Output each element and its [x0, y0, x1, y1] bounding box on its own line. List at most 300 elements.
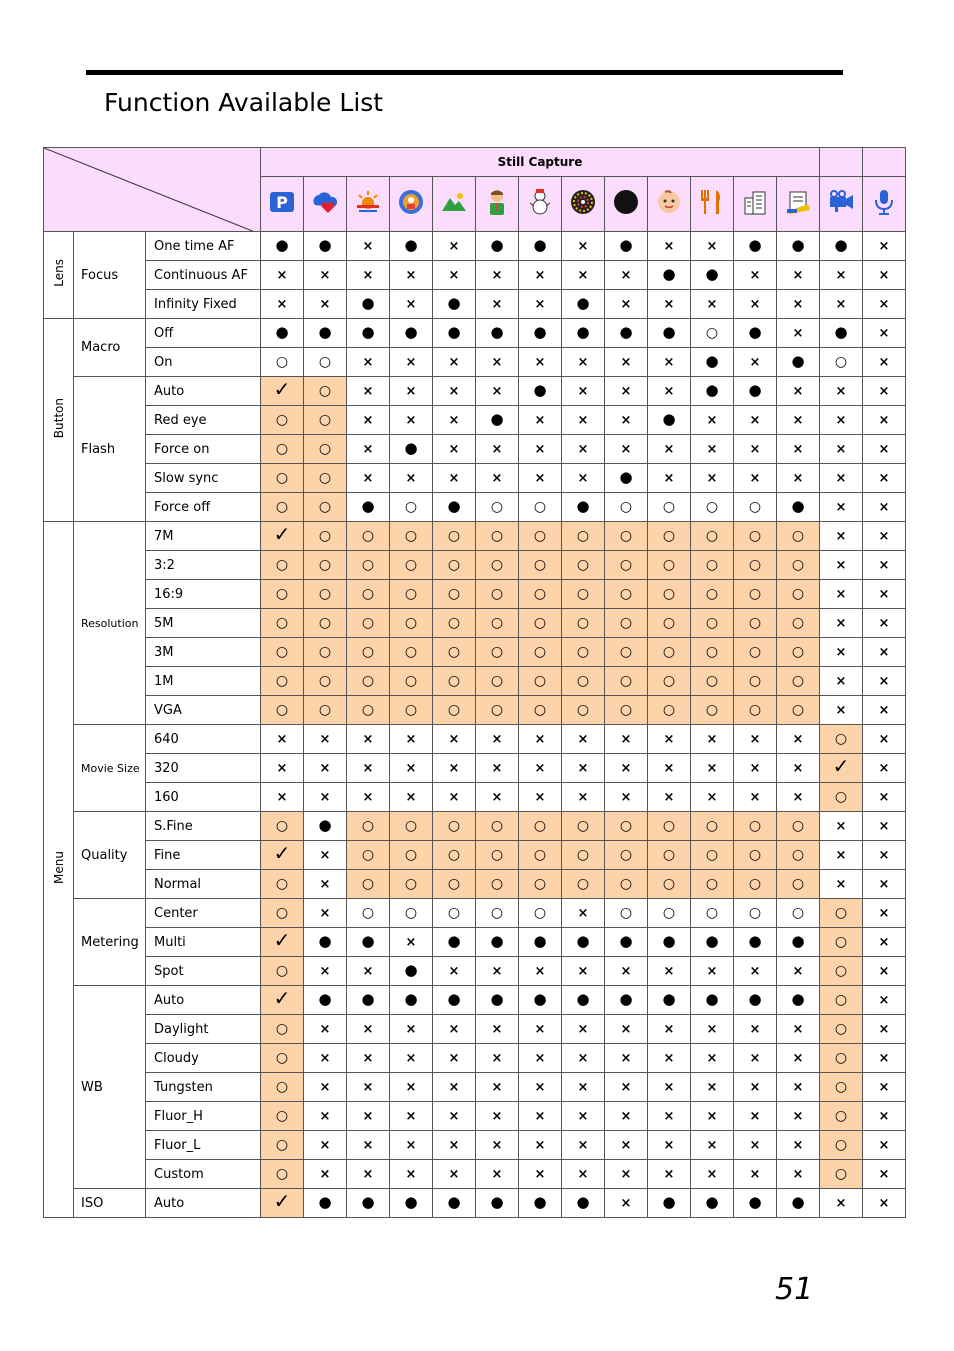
- unavailable-mark: ×: [491, 1050, 503, 1066]
- value-cell: [304, 957, 347, 986]
- value-cell: [777, 522, 820, 551]
- unavailable-mark: ×: [878, 644, 890, 660]
- default-mark: ✓: [273, 986, 291, 1010]
- selectable-mark: ○: [662, 585, 676, 602]
- unavailable-mark: ×: [319, 789, 331, 805]
- unavailable-mark: ×: [706, 1166, 718, 1182]
- table-row: [44, 551, 906, 580]
- selectable-mark: ○: [705, 846, 719, 863]
- unavailable-mark: ×: [878, 557, 890, 573]
- selectable-mark: ○: [791, 585, 805, 602]
- building-mode-icon: [734, 177, 777, 232]
- value-cell: [648, 261, 691, 290]
- value-cell: [390, 1131, 433, 1160]
- unavailable-mark: ×: [792, 1050, 804, 1066]
- unavailable-mark: ×: [577, 1166, 589, 1182]
- value-cell: [820, 522, 863, 551]
- value-cell: [390, 464, 433, 493]
- selectable-mark: ○: [791, 701, 805, 718]
- value-cell: [863, 986, 906, 1015]
- value-cell: [863, 261, 906, 290]
- selectable-mark: ○: [834, 730, 848, 747]
- value-cell: [304, 261, 347, 290]
- option-label: Force off: [146, 493, 261, 522]
- value-cell: [605, 783, 648, 812]
- supported-mark: ●: [619, 990, 633, 1008]
- value-cell: [304, 928, 347, 957]
- selectable-mark: ○: [275, 1049, 289, 1066]
- value-cell: [261, 841, 304, 870]
- value-cell: [648, 1131, 691, 1160]
- value-cell: [390, 899, 433, 928]
- value-cell: [605, 841, 648, 870]
- selectable-mark: ○: [361, 614, 375, 631]
- unavailable-mark: ×: [491, 1079, 503, 1095]
- unavailable-mark: ×: [534, 1166, 546, 1182]
- value-cell: [863, 232, 906, 261]
- value-cell: [304, 1131, 347, 1160]
- unavailable-mark: ×: [706, 470, 718, 486]
- selectable-mark: ○: [576, 614, 590, 631]
- value-cell: [261, 812, 304, 841]
- unavailable-mark: ×: [878, 238, 890, 254]
- unavailable-mark: ×: [534, 296, 546, 312]
- unavailable-mark: ×: [491, 383, 503, 399]
- value-cell: [820, 696, 863, 725]
- value-cell: [562, 986, 605, 1015]
- value-cell: [648, 783, 691, 812]
- selectable-mark: ○: [490, 672, 504, 689]
- value-cell: [562, 725, 605, 754]
- selectable-mark: ○: [662, 672, 676, 689]
- table-row: [44, 957, 906, 986]
- heart-mode-icon: [304, 177, 347, 232]
- value-cell: [863, 435, 906, 464]
- value-cell: [820, 1102, 863, 1131]
- value-cell: [562, 754, 605, 783]
- unavailable-mark: ×: [878, 847, 890, 863]
- unavailable-mark: ×: [620, 760, 632, 776]
- value-cell: [777, 696, 820, 725]
- value-cell: [734, 986, 777, 1015]
- unavailable-mark: ×: [792, 731, 804, 747]
- value-cell: [734, 232, 777, 261]
- value-cell: [347, 1044, 390, 1073]
- value-cell: [605, 319, 648, 348]
- value-cell: [261, 377, 304, 406]
- unavailable-mark: ×: [878, 412, 890, 428]
- selectable-mark: ○: [404, 585, 418, 602]
- value-cell: [777, 1044, 820, 1073]
- unavailable-mark: ×: [792, 1079, 804, 1095]
- supported-mark: ●: [275, 236, 289, 254]
- value-cell: [734, 957, 777, 986]
- value-cell: [390, 841, 433, 870]
- selectable-mark: ○: [361, 817, 375, 834]
- value-cell: [347, 957, 390, 986]
- supported-mark: ●: [318, 323, 332, 341]
- value-cell: [347, 1015, 390, 1044]
- value-cell: [433, 1073, 476, 1102]
- selectable-mark: ○: [662, 875, 676, 892]
- unavailable-mark: ×: [534, 1108, 546, 1124]
- value-cell: [820, 1189, 863, 1218]
- value-cell: [519, 580, 562, 609]
- value-cell: [605, 493, 648, 522]
- value-cell: [562, 1015, 605, 1044]
- value-cell: [562, 290, 605, 319]
- value-cell: [304, 870, 347, 899]
- value-cell: [476, 464, 519, 493]
- unavailable-mark: ×: [405, 1021, 417, 1037]
- table-row: [44, 1189, 906, 1218]
- value-cell: [304, 522, 347, 551]
- voice-mode-icon: [863, 177, 906, 232]
- value-cell: [777, 319, 820, 348]
- value-cell: [347, 638, 390, 667]
- unavailable-mark: ×: [706, 1137, 718, 1153]
- table-row: [44, 928, 906, 957]
- value-cell: [605, 812, 648, 841]
- value-cell: [261, 464, 304, 493]
- value-cell: [863, 406, 906, 435]
- value-cell: [691, 957, 734, 986]
- value-cell: [605, 522, 648, 551]
- value-cell: [605, 696, 648, 725]
- value-cell: [476, 957, 519, 986]
- option-label: Multi: [146, 928, 261, 957]
- value-cell: [863, 754, 906, 783]
- selectable-mark: ○: [533, 672, 547, 689]
- option-label: On: [146, 348, 261, 377]
- option-label: Off: [146, 319, 261, 348]
- unavailable-mark: ×: [577, 1108, 589, 1124]
- value-cell: [476, 812, 519, 841]
- unavailable-mark: ×: [319, 963, 331, 979]
- value-cell: [390, 290, 433, 319]
- value-cell: [390, 493, 433, 522]
- unavailable-mark: ×: [405, 470, 417, 486]
- selectable-mark: ○: [619, 817, 633, 834]
- value-cell: [863, 899, 906, 928]
- supported-mark: ●: [748, 932, 762, 950]
- portrait-mode-icon: [390, 177, 433, 232]
- table-row: [44, 609, 906, 638]
- selectable-mark: ○: [662, 701, 676, 718]
- value-cell: [476, 1160, 519, 1189]
- value-cell: [562, 1160, 605, 1189]
- value-cell: [648, 377, 691, 406]
- value-cell: [347, 580, 390, 609]
- option-label: Continuous AF: [146, 261, 261, 290]
- selectable-mark: ○: [791, 643, 805, 660]
- value-cell: [476, 406, 519, 435]
- selectable-mark: ○: [619, 498, 633, 515]
- option-label: Red eye: [146, 406, 261, 435]
- value-cell: [476, 725, 519, 754]
- unavailable-mark: ×: [706, 1021, 718, 1037]
- value-cell: [261, 928, 304, 957]
- value-cell: [390, 551, 433, 580]
- value-cell: [562, 609, 605, 638]
- unavailable-mark: ×: [577, 412, 589, 428]
- unavailable-mark: ×: [749, 1079, 761, 1095]
- unavailable-mark: ×: [792, 1108, 804, 1124]
- value-cell: [476, 290, 519, 319]
- unavailable-mark: ×: [534, 1050, 546, 1066]
- supported-mark: ●: [447, 990, 461, 1008]
- value-cell: [820, 841, 863, 870]
- default-mark: ✓: [273, 928, 291, 952]
- value-cell: [476, 638, 519, 667]
- unavailable-mark: ×: [620, 963, 632, 979]
- value-cell: [691, 928, 734, 957]
- value-cell: [519, 290, 562, 319]
- unavailable-mark: ×: [706, 412, 718, 428]
- unavailable-mark: ×: [577, 267, 589, 283]
- value-cell: [648, 406, 691, 435]
- value-cell: [777, 725, 820, 754]
- value-cell: [261, 1015, 304, 1044]
- value-cell: [347, 899, 390, 928]
- selectable-mark: ○: [748, 527, 762, 544]
- value-cell: [433, 406, 476, 435]
- value-cell: [863, 812, 906, 841]
- group-menu: [44, 522, 74, 1218]
- value-cell: [261, 406, 304, 435]
- value-cell: [734, 580, 777, 609]
- unavailable-mark: ×: [878, 470, 890, 486]
- value-cell: [734, 1160, 777, 1189]
- unavailable-mark: ×: [835, 1195, 847, 1211]
- selectable-mark: ○: [490, 614, 504, 631]
- value-cell: [863, 638, 906, 667]
- value-cell: [519, 551, 562, 580]
- unavailable-mark: ×: [362, 1021, 374, 1037]
- selectable-mark: ○: [490, 875, 504, 892]
- unavailable-mark: ×: [276, 760, 288, 776]
- value-cell: [820, 406, 863, 435]
- value-cell: [390, 232, 433, 261]
- selectable-mark: ○: [576, 817, 590, 834]
- value-cell: [347, 464, 390, 493]
- value-cell: [691, 1189, 734, 1218]
- value-cell: [562, 696, 605, 725]
- supported-mark: ●: [361, 497, 375, 515]
- selectable-mark: ○: [834, 1107, 848, 1124]
- unavailable-mark: ×: [620, 412, 632, 428]
- value-cell: [734, 928, 777, 957]
- group-lens-label: Lens: [51, 259, 66, 287]
- unavailable-mark: ×: [706, 1079, 718, 1095]
- value-cell: [519, 783, 562, 812]
- value-cell: [476, 493, 519, 522]
- selectable-mark: ○: [275, 817, 289, 834]
- top-rule: [86, 70, 843, 75]
- value-cell: [519, 1044, 562, 1073]
- value-cell: [476, 1044, 519, 1073]
- value-cell: [476, 609, 519, 638]
- unavailable-mark: ×: [835, 441, 847, 457]
- unavailable-mark: ×: [448, 789, 460, 805]
- unavailable-mark: ×: [835, 296, 847, 312]
- value-cell: [691, 667, 734, 696]
- value-cell: [605, 1073, 648, 1102]
- selectable-mark: ○: [834, 1136, 848, 1153]
- value-cell: [820, 493, 863, 522]
- table-row: [44, 493, 906, 522]
- value-cell: [820, 377, 863, 406]
- value-cell: [648, 551, 691, 580]
- value-cell: [304, 1015, 347, 1044]
- value-cell: [863, 609, 906, 638]
- selectable-mark: ○: [490, 585, 504, 602]
- value-cell: [863, 783, 906, 812]
- value-cell: [691, 638, 734, 667]
- unavailable-mark: ×: [878, 296, 890, 312]
- selectable-mark: ○: [705, 817, 719, 834]
- value-cell: [648, 870, 691, 899]
- unavailable-mark: ×: [878, 702, 890, 718]
- unavailable-mark: ×: [448, 1079, 460, 1095]
- selectable-mark: ○: [705, 498, 719, 515]
- subgroup-label: Macro: [74, 319, 146, 377]
- unavailable-mark: ×: [835, 615, 847, 631]
- value-cell: [304, 1044, 347, 1073]
- value-cell: [261, 609, 304, 638]
- selectable-mark: ○: [404, 527, 418, 544]
- unavailable-mark: ×: [448, 238, 460, 254]
- value-cell: [390, 783, 433, 812]
- unavailable-mark: ×: [620, 1050, 632, 1066]
- unavailable-mark: ×: [577, 470, 589, 486]
- group-button: [44, 319, 74, 522]
- selectable-mark: ○: [318, 585, 332, 602]
- unavailable-mark: ×: [878, 383, 890, 399]
- value-cell: [476, 899, 519, 928]
- selectable-mark: ○: [490, 556, 504, 573]
- value-cell: [390, 957, 433, 986]
- supported-mark: ●: [447, 932, 461, 950]
- table-row: [44, 783, 906, 812]
- supported-mark: ●: [490, 990, 504, 1008]
- default-mark: ✓: [832, 754, 850, 778]
- supported-mark: ●: [490, 323, 504, 341]
- option-label: Daylight: [146, 1015, 261, 1044]
- value-cell: [777, 841, 820, 870]
- value-cell: [261, 551, 304, 580]
- selectable-mark: ○: [748, 672, 762, 689]
- unavailable-mark: ×: [878, 1079, 890, 1095]
- value-cell: [261, 1131, 304, 1160]
- selectable-mark: ○: [361, 556, 375, 573]
- value-cell: [519, 986, 562, 1015]
- value-cell: [734, 464, 777, 493]
- value-cell: [261, 580, 304, 609]
- selectable-mark: ○: [275, 498, 289, 515]
- value-cell: [347, 261, 390, 290]
- value-cell: [863, 957, 906, 986]
- value-cell: [433, 1044, 476, 1073]
- unavailable-mark: ×: [534, 354, 546, 370]
- selectable-mark: ○: [533, 643, 547, 660]
- value-cell: [304, 435, 347, 464]
- value-cell: [777, 1073, 820, 1102]
- value-cell: [519, 812, 562, 841]
- selectable-mark: ○: [834, 933, 848, 950]
- selectable-mark: ○: [533, 527, 547, 544]
- value-cell: [820, 1160, 863, 1189]
- value-cell: [519, 348, 562, 377]
- unavailable-mark: ×: [319, 1166, 331, 1182]
- selectable-mark: ○: [533, 846, 547, 863]
- value-cell: [304, 667, 347, 696]
- value-cell: [605, 957, 648, 986]
- value-cell: [562, 261, 605, 290]
- value-cell: [734, 1131, 777, 1160]
- value-cell: [519, 435, 562, 464]
- value-cell: [820, 464, 863, 493]
- value-cell: [648, 1073, 691, 1102]
- unavailable-mark: ×: [491, 760, 503, 776]
- selectable-mark: ○: [361, 585, 375, 602]
- value-cell: [347, 754, 390, 783]
- unavailable-mark: ×: [491, 1166, 503, 1182]
- group-button-label: Button: [51, 397, 66, 439]
- value-cell: [734, 870, 777, 899]
- movie-mode-icon: [820, 177, 863, 232]
- unavailable-mark: ×: [448, 267, 460, 283]
- value-cell: [476, 435, 519, 464]
- unavailable-mark: ×: [534, 470, 546, 486]
- table-row: [44, 870, 906, 899]
- table-row: [44, 348, 906, 377]
- supported-mark: ●: [619, 932, 633, 950]
- value-cell: [648, 435, 691, 464]
- unavailable-mark: ×: [749, 1021, 761, 1037]
- value-cell: [734, 1102, 777, 1131]
- supported-mark: ●: [619, 236, 633, 254]
- value-cell: [863, 870, 906, 899]
- supported-mark: ●: [490, 1193, 504, 1211]
- value-cell: [734, 1073, 777, 1102]
- supported-mark: ●: [748, 381, 762, 399]
- unavailable-mark: ×: [362, 789, 374, 805]
- unavailable-mark: ×: [448, 760, 460, 776]
- unavailable-mark: ×: [835, 847, 847, 863]
- value-cell: [605, 725, 648, 754]
- unavailable-mark: ×: [362, 383, 374, 399]
- value-cell: [734, 290, 777, 319]
- unavailable-mark: ×: [878, 673, 890, 689]
- option-label: One time AF: [146, 232, 261, 261]
- value-cell: [433, 435, 476, 464]
- selectable-mark: ○: [490, 643, 504, 660]
- value-cell: [304, 696, 347, 725]
- value-cell: [390, 667, 433, 696]
- selectable-mark: ○: [748, 875, 762, 892]
- value-cell: [734, 667, 777, 696]
- value-cell: [820, 667, 863, 696]
- value-cell: [261, 986, 304, 1015]
- value-cell: [691, 841, 734, 870]
- value-cell: [261, 957, 304, 986]
- value-cell: [562, 783, 605, 812]
- supported-mark: ●: [361, 294, 375, 312]
- option-label: Cloudy: [146, 1044, 261, 1073]
- supported-mark: ●: [748, 323, 762, 341]
- value-cell: [820, 348, 863, 377]
